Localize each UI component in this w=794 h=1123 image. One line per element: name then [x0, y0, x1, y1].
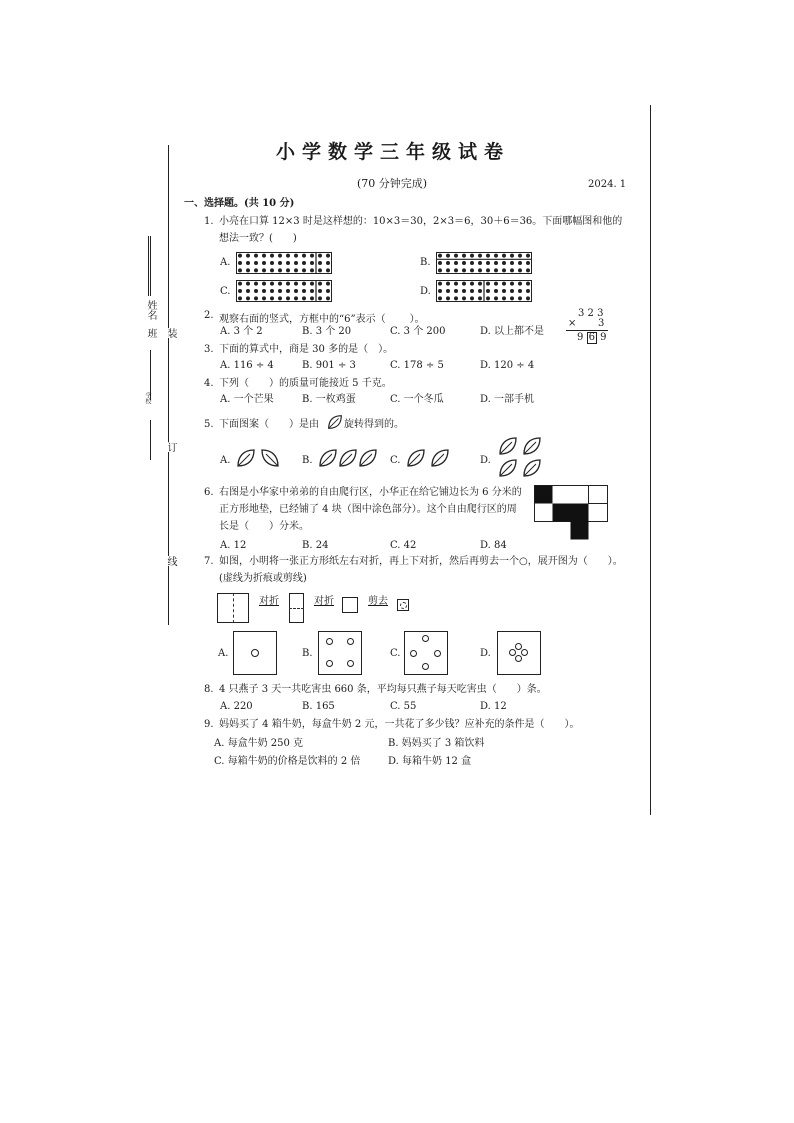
q3-number: 3.: [204, 344, 214, 355]
dot: [438, 289, 442, 293]
dot: [310, 282, 314, 286]
dot: [502, 268, 506, 272]
q7-option-d-hole: [515, 655, 522, 662]
dot: [454, 268, 458, 272]
q2-option-b: B. 3 个 20: [302, 326, 352, 337]
dot: [270, 289, 274, 293]
dot: [310, 296, 314, 300]
dot: [294, 254, 298, 258]
q3-option-a: A. 116 ÷ 4: [220, 360, 274, 371]
binding-line: [168, 145, 169, 625]
dot: [254, 268, 258, 272]
q4-option-c: C. 一个冬瓜: [390, 394, 444, 405]
dot: [254, 261, 258, 265]
dot: [486, 296, 490, 300]
dot: [518, 254, 522, 258]
q4-option-a: A. 一个芒果: [220, 394, 274, 405]
dot: [486, 261, 490, 265]
dot: [262, 268, 266, 272]
dot: [254, 296, 258, 300]
q1-dot-grid-b: [436, 252, 532, 274]
q5-text-before: 下面图案（ ）是由: [219, 419, 319, 430]
q2-vertical-multiplier: 3: [598, 318, 605, 329]
q5-number: 5.: [204, 419, 214, 430]
dot: [318, 282, 322, 286]
q5-leaf-icon: [326, 413, 344, 431]
dot: [486, 282, 490, 286]
dot: [446, 254, 450, 258]
q5-option-c-leaves: [404, 446, 454, 470]
dot: [470, 268, 474, 272]
q7-option-b-hole: [326, 638, 333, 645]
q9-option-d: D. 每箱牛奶 12 盒: [388, 756, 472, 767]
q9-option-a: A. 每盒牛奶 250 克: [214, 738, 304, 749]
q7-option-c-label: C.: [390, 648, 401, 659]
q1-option-b-label: B.: [420, 257, 431, 268]
q8-text: 4 只燕子 3 天一共吃害虫 660 条，平均每只燕子每天吃害虫（ ）条。: [219, 684, 547, 695]
q7-cut-circle: [400, 602, 407, 609]
dot: [462, 261, 466, 265]
dot: [310, 268, 314, 272]
dot: [462, 289, 466, 293]
dot: [478, 268, 482, 272]
dot: [478, 282, 482, 286]
q7-folded-twice: [342, 597, 358, 613]
q1-dot-grid-d: [436, 280, 532, 302]
q7-cut-label: 剪去: [368, 596, 388, 607]
q1-text-line2: 想法一致？( ): [219, 233, 297, 244]
q1-number: 1.: [204, 216, 214, 227]
q6-crawl-area-figure: [534, 485, 608, 541]
q2-text: [219, 310, 425, 325]
q2-number: 2.: [204, 310, 214, 321]
dot: [470, 282, 474, 286]
dot: [238, 282, 242, 286]
dot: [318, 296, 322, 300]
dot: [494, 289, 498, 293]
q8-option-d: D. 12: [480, 701, 507, 712]
q7-option-d-hole: [509, 649, 516, 656]
q5-option-b-leaves: [316, 446, 382, 470]
dot: [478, 261, 482, 265]
q2-vertical-operator: ×: [568, 318, 577, 329]
q1-text-line1: 小亮在口算 12×3 时是这样想的：10×3＝30，2×3＝6，30＋6＝36。下面哪幅图和他的: [219, 216, 623, 227]
school-label: 学校: [144, 392, 151, 404]
q5-option-c-label: C.: [390, 455, 401, 466]
q6-option-d: D. 84: [480, 540, 507, 551]
q4-option-d: D. 一部手机: [480, 394, 535, 405]
dot: [310, 289, 314, 293]
q6-number: 6.: [204, 487, 214, 498]
dot: [502, 289, 506, 293]
q7-option-a-hole: [251, 649, 259, 657]
dot: [302, 296, 306, 300]
dot: [286, 289, 290, 293]
dot: [238, 289, 242, 293]
dot: [302, 289, 306, 293]
dot: [502, 282, 506, 286]
q1-option-c-label: C.: [220, 286, 231, 297]
dot: [254, 282, 258, 286]
q7-option-b-hole: [326, 660, 333, 667]
q9-option-c: C. 每箱牛奶的价格是饮料的 2 倍: [214, 756, 361, 767]
dot: [510, 296, 514, 300]
dot: [326, 296, 330, 300]
q6-text-line2: 正方形地垫，已经铺了 4 块（图中涂色部分）。这个自由爬行区的周: [219, 504, 517, 515]
dot: [438, 282, 442, 286]
dot: [302, 282, 306, 286]
dot: [502, 296, 506, 300]
q7-option-c-hole: [410, 650, 417, 657]
dot: [454, 261, 458, 265]
q6-option-a: A. 12: [220, 540, 247, 551]
q1-option-a-label: A.: [220, 257, 231, 268]
q7-fold-line: [233, 593, 234, 623]
dot: [294, 261, 298, 265]
dot: [246, 289, 250, 293]
q7-option-b-label: B.: [302, 648, 313, 659]
dot: [262, 254, 266, 258]
dot: [310, 254, 314, 258]
dot: [454, 282, 458, 286]
dot: [270, 254, 274, 258]
dot: [278, 254, 282, 258]
dot: [294, 296, 298, 300]
dot: [446, 289, 450, 293]
dot: [494, 254, 498, 258]
dot: [246, 282, 250, 286]
dot: [478, 254, 482, 258]
dot: [518, 289, 522, 293]
q9-number: 9.: [204, 719, 214, 730]
school-blank-line: [150, 420, 151, 460]
dot: [510, 289, 514, 293]
dot: [486, 289, 490, 293]
q7-option-c-hole: [434, 650, 441, 657]
dot: [462, 282, 466, 286]
page-subtitle: (70 分钟完成): [357, 177, 428, 190]
q2-vertical-result: [577, 332, 607, 344]
q6-option-b: B. 24: [302, 540, 329, 551]
section-heading: 一、选择题。(共 10 分): [184, 198, 295, 209]
dot: [518, 282, 522, 286]
dot: [462, 296, 466, 300]
q5-option-a-leaves: [234, 446, 284, 470]
q4-text: 下列（ ）的质量可能接近 5 千克。: [219, 378, 392, 389]
q3-option-c: C. 178 ÷ 5: [390, 360, 444, 371]
q7-option-b-hole: [347, 638, 354, 645]
dot: [494, 282, 498, 286]
q7-number: 7.: [204, 556, 214, 567]
dot: [478, 296, 482, 300]
dot: [486, 254, 490, 258]
dot: [262, 296, 266, 300]
dot: [286, 268, 290, 272]
dot: [526, 289, 530, 293]
dot: [318, 289, 322, 293]
dot: [262, 282, 266, 286]
ding-label: 订: [165, 442, 176, 452]
q2-text-before: 观察右面的竖式，方框中的“6”表示（: [219, 314, 386, 325]
q7-fold-line-horizontal: [289, 608, 304, 609]
dot: [270, 296, 274, 300]
dot: [270, 261, 274, 265]
q5-option-a-label: A.: [220, 455, 231, 466]
dot: [318, 261, 322, 265]
dot: [318, 254, 322, 258]
dot: [518, 261, 522, 265]
dot: [446, 268, 450, 272]
q6-text-line1: 右图是小华家中弟弟的自由爬行区，小华正在给它铺边长为 6 分米的: [219, 487, 522, 498]
dot: [286, 261, 290, 265]
dot: [526, 254, 530, 258]
q7-fold1-label: 对折: [259, 596, 279, 607]
dot: [270, 268, 274, 272]
dot: [526, 282, 530, 286]
dot: [478, 289, 482, 293]
dot: [238, 268, 242, 272]
dot: [526, 296, 530, 300]
dot: [238, 254, 242, 258]
dot: [438, 296, 442, 300]
dot: [286, 282, 290, 286]
q7-option-d-hole: [521, 649, 528, 656]
dot: [326, 268, 330, 272]
page-title: 小学数学三年级试卷: [276, 141, 511, 163]
dot: [462, 268, 466, 272]
dot: [510, 254, 514, 258]
dot: [486, 268, 490, 272]
dot: [238, 261, 242, 265]
q7-option-d-figure: [497, 631, 541, 675]
dot: [318, 268, 322, 272]
q8-option-c: C. 55: [390, 701, 417, 712]
q6-text-line3: 长是（ ）分米。: [219, 521, 309, 532]
dot: [326, 289, 330, 293]
q5-option-d-label: D.: [480, 455, 491, 466]
q7-option-d-hole: [515, 643, 522, 650]
dot: [438, 254, 442, 258]
q3-text: 下面的算式中，商是 30 多的是（ ）。: [219, 344, 394, 355]
dot: [246, 254, 250, 258]
dot: [510, 261, 514, 265]
dot: [278, 296, 282, 300]
q5-text-after: 旋转得到的。: [344, 419, 404, 430]
dot: [278, 282, 282, 286]
dot: [494, 268, 498, 272]
dot: [254, 289, 258, 293]
dot: [470, 296, 474, 300]
q2-option-c: C. 3 个 200: [390, 326, 446, 337]
q2-option-a: A. 3 个 2: [220, 326, 263, 337]
dot: [310, 261, 314, 265]
q2-result-right: 9: [600, 332, 607, 343]
dot: [302, 261, 306, 265]
q7-text-line2: (虚线为折痕或剪线): [219, 573, 307, 584]
xian-label: 线: [165, 556, 176, 566]
q8-option-a: A. 220: [220, 701, 253, 712]
class-label: 班: [145, 328, 156, 338]
q7-option-d-label: D.: [480, 648, 491, 659]
q7-option-b-hole: [347, 660, 354, 667]
q2-vertical-top: 3 2 3: [578, 308, 604, 319]
name-blank-line: [150, 236, 151, 296]
dot: [326, 254, 330, 258]
q7-option-a-label: A.: [218, 648, 229, 659]
dot: [454, 254, 458, 258]
dot: [526, 261, 530, 265]
dot: [278, 261, 282, 265]
q2-option-d: D. 以上都不是: [480, 326, 545, 337]
dot: [278, 268, 282, 272]
dot: [302, 254, 306, 258]
right-border-line: [650, 105, 651, 815]
dot: [494, 261, 498, 265]
dot: [494, 296, 498, 300]
q9-option-b: B. 妈妈买了 3 箱饮料: [388, 738, 485, 749]
q7-text-line1: 如图，小明将一张正方形纸左右对折，再上下对折，然后再剪去一个○，展开图为（ ）。: [219, 556, 623, 567]
dot: [510, 282, 514, 286]
q7-fold2-label: 对折: [314, 596, 334, 607]
dot: [246, 268, 250, 272]
dot: [518, 268, 522, 272]
dot: [470, 289, 474, 293]
q1-option-d-label: D.: [420, 286, 431, 297]
q2-result-boxed: 6: [588, 332, 595, 343]
q2-result-left: 9: [577, 332, 584, 343]
dot: [262, 289, 266, 293]
dot: [326, 282, 330, 286]
dot: [470, 261, 474, 265]
dot: [502, 261, 506, 265]
dot: [454, 289, 458, 293]
dot: [510, 268, 514, 272]
dot: [526, 268, 530, 272]
q4-option-b: B. 一枚鸡蛋: [302, 394, 356, 405]
dot: [438, 261, 442, 265]
q2-text-after: ）。: [409, 314, 425, 325]
dot: [446, 261, 450, 265]
dot: [238, 296, 242, 300]
q5-option-d-leaves: [496, 434, 546, 480]
q5-option-b-label: B.: [302, 455, 313, 466]
q3-option-d: D. 120 ÷ 4: [480, 360, 535, 371]
dot: [462, 254, 466, 258]
q2-vertical-rule: [566, 330, 608, 331]
q9-text: 妈妈买了 4 箱牛奶，每盒牛奶 2 元，一共花了多少钱？应补充的条件是（ ）。: [219, 719, 580, 730]
dot: [246, 296, 250, 300]
name-label: 姓名: [145, 300, 156, 320]
zhuang-label: 装: [165, 328, 176, 338]
q8-option-b: B. 165: [302, 701, 335, 712]
dot: [502, 254, 506, 258]
dot: [446, 282, 450, 286]
q7-option-b-figure: [318, 631, 362, 675]
exam-date: 2024. 1: [588, 179, 627, 190]
q3-option-b: B. 901 ÷ 3: [302, 360, 356, 371]
dot: [446, 296, 450, 300]
dot: [438, 268, 442, 272]
dot: [518, 296, 522, 300]
dot: [270, 282, 274, 286]
dot: [286, 254, 290, 258]
q6-option-c: C. 42: [390, 540, 417, 551]
dot: [278, 289, 282, 293]
dot: [294, 289, 298, 293]
dot: [286, 296, 290, 300]
dot: [246, 261, 250, 265]
q1-dot-grid-a: [236, 252, 332, 274]
dot: [254, 254, 258, 258]
dot: [470, 254, 474, 258]
dot: [302, 268, 306, 272]
dot: [294, 268, 298, 272]
q7-option-c-hole: [422, 635, 429, 642]
dot: [326, 261, 330, 265]
dot: [454, 296, 458, 300]
q1-dot-grid-c: [236, 280, 332, 302]
dot: [262, 261, 266, 265]
q7-option-c-hole: [422, 663, 429, 670]
q4-number: 4.: [204, 378, 214, 389]
dot: [294, 282, 298, 286]
q8-number: 8.: [204, 684, 214, 695]
